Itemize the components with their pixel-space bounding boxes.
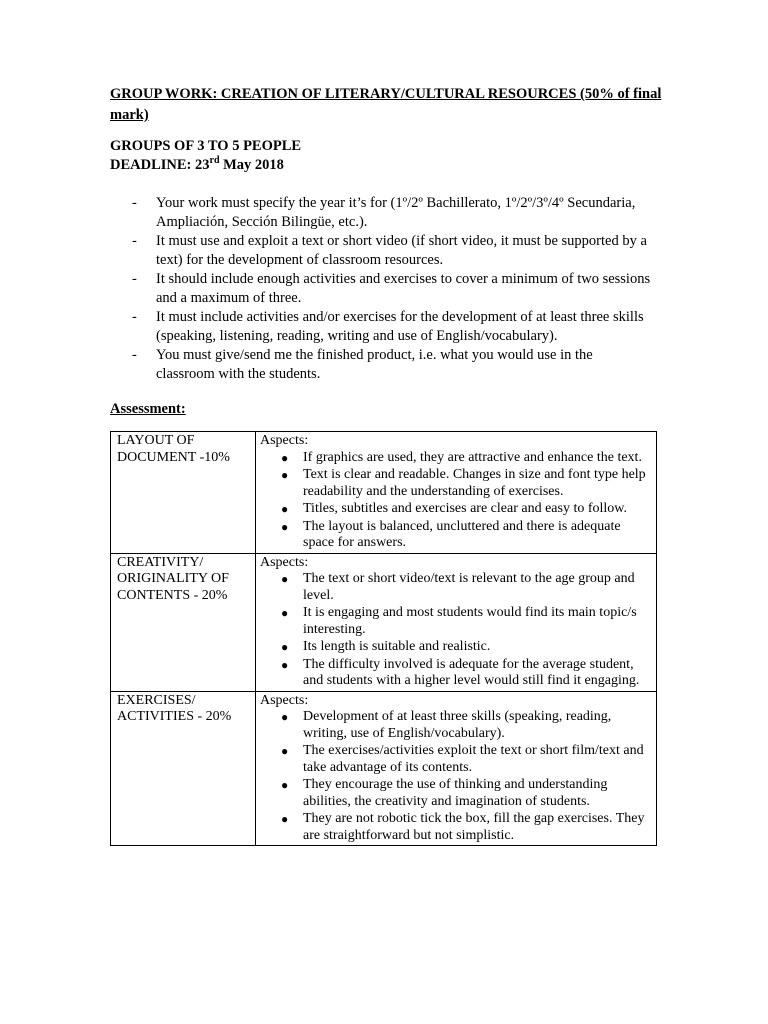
- aspect-text: Titles, subtitles and exercises are clear and easy to follow.: [303, 501, 627, 516]
- requirement-text: It must use and exploit a text or short video (if short video, it must be supported by a text) for the development of classroom resources.: [156, 233, 647, 268]
- aspect-item: [281, 605, 650, 638]
- dash-marker: -: [132, 347, 137, 363]
- deadline: [110, 155, 284, 175]
- aspect-text: If graphics are used, they are attractive and enhance the text.: [303, 449, 642, 465]
- aspect-item: [281, 467, 650, 500]
- dash-marker: -: [132, 309, 137, 325]
- bullet-icon: ●: [281, 572, 289, 586]
- bullet-icon: ●: [281, 519, 289, 534]
- aspect-text: They encourage the use of thinking and understanding abilities, the creativity and imagination of students.: [303, 777, 608, 809]
- aspect-item: [281, 501, 650, 518]
- document-title: GROUP WORK: CREATION OF LITERARY/CULTURAL RESOURCES (50% of final mark): [110, 86, 662, 123]
- requirement-item: [110, 346, 655, 384]
- aspect-text: They are not robotic tick the box, fill the gap exercises. They are straightforward but not simplistic.: [303, 811, 645, 843]
- requirement-item: [110, 270, 655, 308]
- aspect-text: The text or short video/text is relevant to the age group and level.: [303, 571, 635, 603]
- aspects-list: [260, 571, 650, 690]
- bullet-icon: ●: [281, 657, 289, 672]
- table-row: [111, 691, 657, 846]
- aspect-item: [281, 518, 650, 552]
- requirement-text: It should include enough activities and exercises to cover a minimum of two sessions and a maximum of three.: [156, 271, 651, 306]
- deadline-prefix: DEADLINE: 23: [110, 157, 210, 173]
- requirement-text: It must include activities and/or exercises for the development of at least three skills (speaking, listening, reading, writing and use of English/vocabulary).: [156, 309, 644, 344]
- table-row: [111, 432, 657, 554]
- aspect-text: The layout is balanced, uncluttered and there is adequate space for answers.: [303, 518, 621, 550]
- aspect-text: Text is clear and readable. Changes in size and font type help readability and the understanding of exercises.: [303, 467, 646, 499]
- aspects-label: Aspects:: [260, 554, 309, 570]
- assessment-table: [110, 431, 657, 846]
- requirement-item: [110, 194, 655, 232]
- criterion-cell: EXERCISES/ ACTIVITIES - 20%: [111, 691, 256, 846]
- aspect-text: The difficulty involved is adequate for the average student, and students with a higher level would still find it engaging.: [303, 656, 640, 688]
- bullet-icon: ●: [281, 450, 289, 465]
- deadline-suffix: May 2018: [219, 157, 284, 173]
- assessment-heading: Assessment:: [110, 401, 186, 417]
- criterion-cell: CREATIVITY/ ORIGINALITY OF CONTENTS - 20%: [111, 553, 256, 691]
- aspect-item: [281, 709, 650, 742]
- aspect-item: [281, 777, 650, 810]
- bullet-icon: ●: [281, 468, 289, 482]
- aspect-item: [281, 571, 650, 604]
- deadline-ordinal: rd: [209, 155, 220, 167]
- aspect-item: [281, 639, 650, 656]
- bullet-icon: ●: [281, 606, 289, 620]
- aspect-item: [281, 449, 650, 467]
- aspects-label: Aspects:: [260, 692, 309, 708]
- aspects-cell: [256, 691, 657, 846]
- bullet-icon: ●: [281, 502, 289, 516]
- aspects-cell: [256, 553, 657, 691]
- requirement-item: [110, 308, 655, 346]
- aspect-item: [281, 811, 650, 844]
- aspect-text: Development of at least three skills (speaking, reading, writing, use of English/vocabulary).: [303, 709, 612, 741]
- table-row: [111, 553, 657, 691]
- aspect-item: [281, 656, 650, 690]
- bullet-icon: ●: [281, 744, 289, 758]
- dash-marker: -: [132, 233, 137, 249]
- requirement-text: You must give/send me the finished product, i.e. what you would use in the classroom with the students.: [156, 347, 593, 382]
- requirements-list: [110, 194, 655, 384]
- bullet-icon: ●: [281, 640, 289, 654]
- aspects-list: [260, 709, 650, 844]
- aspects-cell: [256, 432, 657, 554]
- aspects-list: [260, 450, 650, 552]
- aspect-text: Its length is suitable and realistic.: [303, 639, 491, 654]
- aspect-text: The exercises/activities exploit the text or short film/text and take advantage of its contents.: [303, 743, 644, 775]
- aspect-text: It is engaging and most students would find its main topic/s interesting.: [303, 605, 637, 637]
- requirement-item: [110, 232, 655, 270]
- aspect-item: [281, 743, 650, 776]
- bullet-icon: ●: [281, 778, 289, 792]
- criterion-cell: LAYOUT OF DOCUMENT -10%: [111, 432, 256, 554]
- dash-marker: -: [132, 271, 137, 287]
- aspects-label: Aspects:: [260, 433, 309, 448]
- dash-marker: -: [132, 195, 137, 211]
- bullet-icon: ●: [281, 812, 289, 826]
- requirement-text: Your work must specify the year it’s for (1º/2º Bachillerato, 1º/2º/3º/4º Secundaria, Ampliación, Sección Bilingüe, etc.).: [156, 195, 636, 230]
- bullet-icon: ●: [281, 710, 289, 724]
- group-size: GROUPS OF 3 TO 5 PEOPLE: [110, 138, 302, 154]
